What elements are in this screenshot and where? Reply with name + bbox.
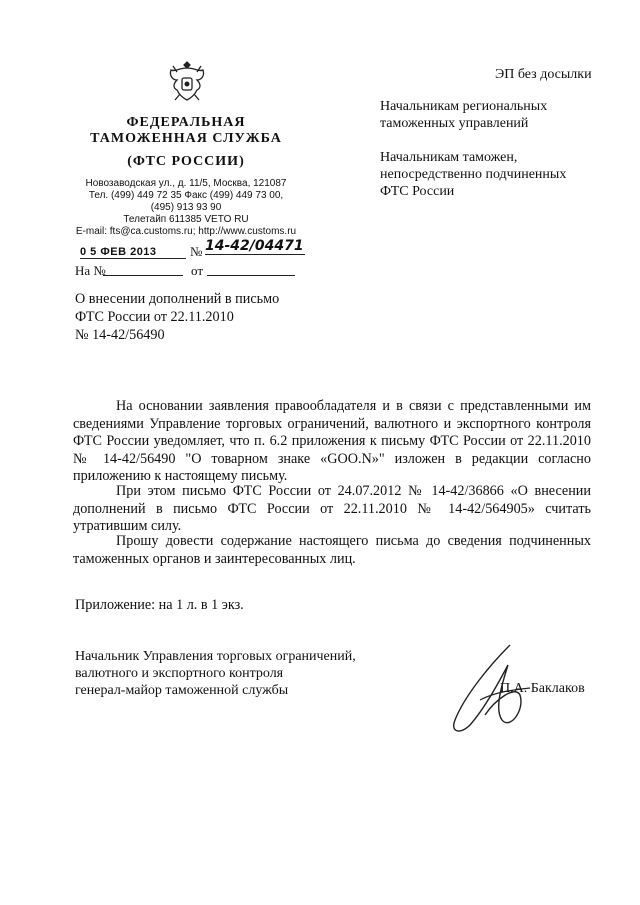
subject-line1: О внесении дополнений в письмо xyxy=(75,291,280,307)
registration-date: 0 5 ФЕВ 2013 xyxy=(80,246,186,259)
recipient-2-line2: непосредственно подчиненных xyxy=(380,167,567,182)
coat-of-arms-emblem xyxy=(165,58,209,104)
org-name-line1: ФЕДЕРАЛЬНАЯ xyxy=(126,115,246,130)
number-label: № xyxy=(190,244,203,259)
body-paragraph-2: При этом письмо ФТС России от 24.07.2012 № 14-42/36866 «О внесении дополнений в письмо ФТС России от 22.11.2010 № 14-42/564905» считать утратившим силу. xyxy=(73,483,591,534)
signatory-title-line2: валютного и экспортного контроля xyxy=(75,666,284,681)
reference-from-label: от xyxy=(191,263,204,278)
recipient-2-line1: Начальникам таможен, xyxy=(380,150,518,165)
recipient-1-line1: Начальникам региональных xyxy=(380,99,548,114)
registration-number: 14-42/04471 xyxy=(205,238,304,254)
reference-label: На № xyxy=(75,263,106,278)
attachment-note: Приложение: на 1 л. в 1 экз. xyxy=(75,597,244,613)
org-name-line2: ТАМОЖЕННАЯ СЛУЖБА xyxy=(90,131,282,146)
body-paragraph-1: На основании заявления правообладателя и в связи с представленными им сведениями Управление торговых ограничений, валютного и экспортного контроля ФТС России уведомляет, что п. 6.2 приложения к письму ФТС России от 22.11.2010 № 14-42/56490 "О товарном знаке «GOO.N»" изложен в редакции согласно приложению к настоящему письму. xyxy=(73,398,591,484)
signatory-title-line1: Начальник Управления торговых ограничений, xyxy=(75,649,356,664)
subject-line2: ФТС России от 22.11.2010 xyxy=(75,309,234,325)
reference-date-line xyxy=(207,275,295,276)
teletype-line: Телетайп 611385 VETO RU xyxy=(123,214,249,225)
org-short-name: (ФТС РОССИИ) xyxy=(127,154,245,169)
body-paragraph-3: Прошу довести содержание настоящего письма до сведения подчиненных таможенных органов и заинтересованных лиц. xyxy=(73,533,591,567)
recipient-1-line2: таможенных управлений xyxy=(380,116,529,131)
subject-line3: № 14-42/56490 xyxy=(75,327,165,343)
reference-number-line xyxy=(103,275,183,276)
signatory-name: П.А. Баклаков xyxy=(500,681,585,696)
email-line: E-mail: fts@ca.customs.ru; http://www.customs.ru xyxy=(75,226,297,237)
phone-line: Тел. (499) 449 72 35 Факс (499) 449 73 00, xyxy=(88,190,284,201)
address-line: Новозаводская ул., д. 11/5, Москва, 121087 xyxy=(85,178,287,189)
phone-line-2: (495) 913 93 90 xyxy=(150,202,222,213)
recipient-2-line3: ФТС России xyxy=(380,184,455,199)
distribution-mark: ЭП без досылки xyxy=(495,67,592,82)
signatory-title-line3: генерал-майор таможенной службы xyxy=(75,683,289,698)
